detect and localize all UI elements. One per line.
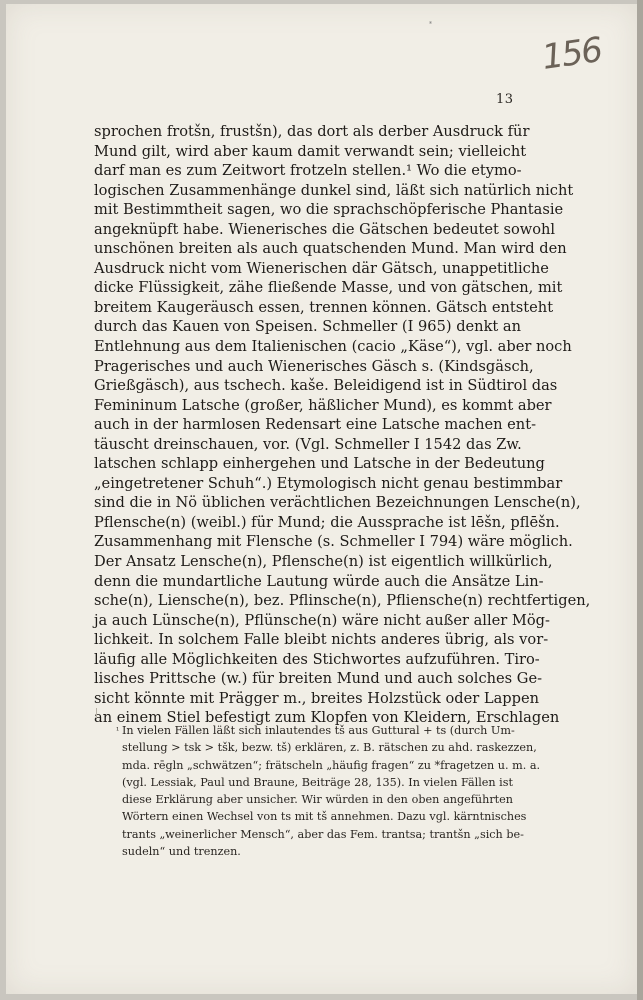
text-line: logischen Zusammenhänge dunkel sind, läßt sich natürlich nicht: [94, 181, 574, 199]
text-line: durch das Kauen von Speisen. Schmeller (I 965) denkt an: [94, 318, 522, 336]
text-line: angeknüpft habe. Wienerisches die Gätschen bedeutet sowohl: [94, 220, 556, 238]
footnote-marker: ¹: [116, 726, 120, 735]
text-line: denn die mundartliche Lautung würde auch die Ansätze Lin-: [94, 572, 544, 590]
text-line: dicke Flüssigkeit, zähe fließende Masse, und von gätschen, mit: [94, 279, 563, 297]
footnote-line: diese Erklärung aber unsicher. Wir würden in den oben angeführten: [122, 793, 513, 807]
footnote-line: In vielen Fällen läßt sich inlautendes tš aus Guttural + ts (durch Um-: [122, 724, 515, 737]
text-line: unschönen breiten als auch quatschenden Mund. Man wird den: [94, 240, 567, 258]
text-line: läufig alle Möglichkeiten des Stichwortes aufzuführen. Tiro-: [94, 650, 540, 668]
scan-mark: *: [429, 21, 432, 28]
text-line: Entlehnung aus dem Italienischen (cacio „Käse“), vgl. aber noch: [94, 338, 572, 356]
text-line: breitem Kaugeräusch essen, trennen können. Gätsch entsteht: [94, 298, 554, 316]
text-line: sprochen frotšn, frustšn), das dort als derber Ausdruck für: [94, 123, 530, 140]
footnote-line: (vgl. Lessiak, Paul und Braune, Beiträge 28, 135). In vielen Fällen ist: [122, 775, 513, 789]
text-line: Zusammenhang mit Flensche (s. Schmeller I 794) wäre möglich.: [94, 533, 573, 551]
text-line: Pragerisches und auch Wienerisches Gäsch s. (Kindsgäsch,: [94, 357, 534, 375]
main-text-block: [94, 122, 591, 728]
text-line: „eingetretener Schuh“.) Etymologisch nicht genau bestimmbar: [94, 474, 563, 492]
text-line: Ausdruck nicht vom Wienerischen där Gätsch, unappetitliche: [94, 259, 549, 277]
text-line: sicht könnte mit Prägger m., breites Holzstück oder Lappen: [94, 689, 540, 707]
scan-edge: [637, 0, 643, 1000]
footnote-line: mda. rēgln „schwätzen“; frätscheln „häufig fragen“ zu *fragetzen u. m. a.: [122, 758, 541, 772]
text-line: Femininum Latsche (großer, häßlicher Mund), es kommt aber: [94, 396, 552, 414]
text-line: ja auch Lünsche(n), Pflünsche(n) wäre nicht außer aller Mög-: [94, 611, 550, 629]
footnote-line: trants „weinerlicher Mensch“, aber das Fem. trantsa; trantšn „sich be-: [122, 827, 524, 841]
text-line: Grießgäsch), aus tschech. kaše. Beleidigend ist in Südtirol das: [94, 377, 558, 395]
footnote-block: [116, 722, 541, 860]
book-page: [6, 4, 637, 994]
text-line: an einem Stiel befestigt zum Klopfen von Kleidern, Erschlagen: [94, 709, 560, 727]
handwritten-folio-number: 156: [539, 30, 604, 78]
text-line: Mund gilt, wird aber kaum damit verwandt sein; vielleicht: [94, 142, 527, 160]
text-line: täuscht dreinschauen, vor. (Vgl. Schmeller I 1542 das Zw.: [94, 435, 522, 453]
footnote-line: sudeln“ und trenzen.: [122, 845, 241, 859]
footnote-divider: [96, 708, 97, 718]
text-line: auch in der harmlosen Redensart eine Latsche machen ent-: [94, 416, 537, 434]
text-line: mit Bestimmtheit sagen, wo die sprachschöpferische Phantasie: [94, 201, 564, 219]
text-line: lichkeit. In solchem Falle bleibt nichts anderes übrig, als vor-: [94, 631, 549, 649]
text-line: Der Ansatz Lensche(n), Pflensche(n) ist eigentlich willkürlich,: [94, 553, 553, 571]
text-line: sind die in Nö üblichen verächtlichen Bezeichnungen Lensche(n),: [94, 494, 581, 512]
body-paragraph: [94, 122, 591, 728]
text-line: lisches Prittsche (w.) für breiten Mund und auch solches Ge-: [94, 670, 543, 688]
text-line: latschen schlapp einhergehen und Latsche in der Bedeutung: [94, 455, 545, 473]
page-number: 13: [496, 92, 514, 107]
text-line: darf man es zum Zeitwort frotzeln stellen.¹ Wo die etymo-: [94, 162, 522, 180]
footnote-line: stellung > tsk > tšk, bezw. tš) erklären, z. B. rätschen zu ahd. raskezzen,: [122, 741, 537, 755]
text-line: Pflensche(n) (weibl.) für Mund; die Aussprache ist lēšn, pflēšn.: [94, 513, 560, 531]
footnote-line: Wörtern einen Wechsel von ts mit tš annehmen. Dazu vgl. kärntnisches: [122, 810, 527, 824]
text-line: sche(n), Liensche(n), bez. Pflinsche(n), Pfliensche(n) rechtfertigen,: [94, 592, 591, 610]
